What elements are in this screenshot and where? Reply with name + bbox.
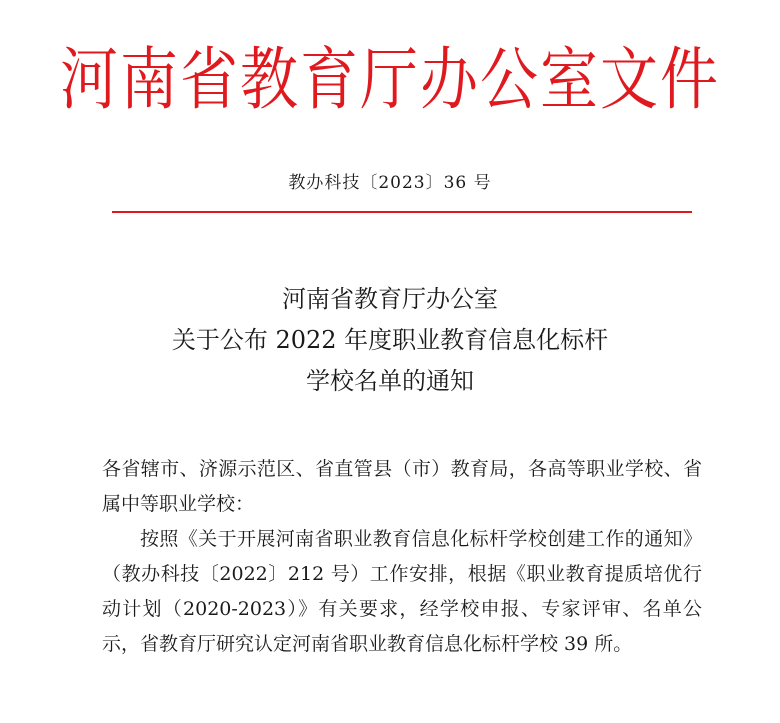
masthead-title: 河南省教育厅办公室文件 — [59, 39, 720, 120]
document-number: 教办科技〔2023〕36 号 — [288, 173, 492, 193]
notice-body — [102, 452, 702, 662]
title-line-1: 河南省教育厅办公室 — [282, 285, 498, 313]
body-paragraph-1: 按照《关于开展河南省职业教育信息化标杆学校创建工作的通知》（教办科技〔2022〕212 号）工作安排，根据《职业教育提质培优行动计划（2020-2023）》有关要求，经学校申报、专家评审、名单公示，省教育厅研究认定河南省职业教育信息化标杆学校 39 所。 — [102, 528, 702, 655]
title-line-2: 关于公布 2022 年度职业教育信息化标杆 — [171, 326, 609, 354]
notice-title — [0, 279, 780, 402]
salutation-paragraph: 各省辖市、济源示范区、省直管县（市）教育局，各高等职业学校、省属中等职业学校： — [102, 458, 702, 515]
title-line-3: 学校名单的通知 — [306, 367, 474, 395]
red-divider-line — [112, 211, 692, 213]
